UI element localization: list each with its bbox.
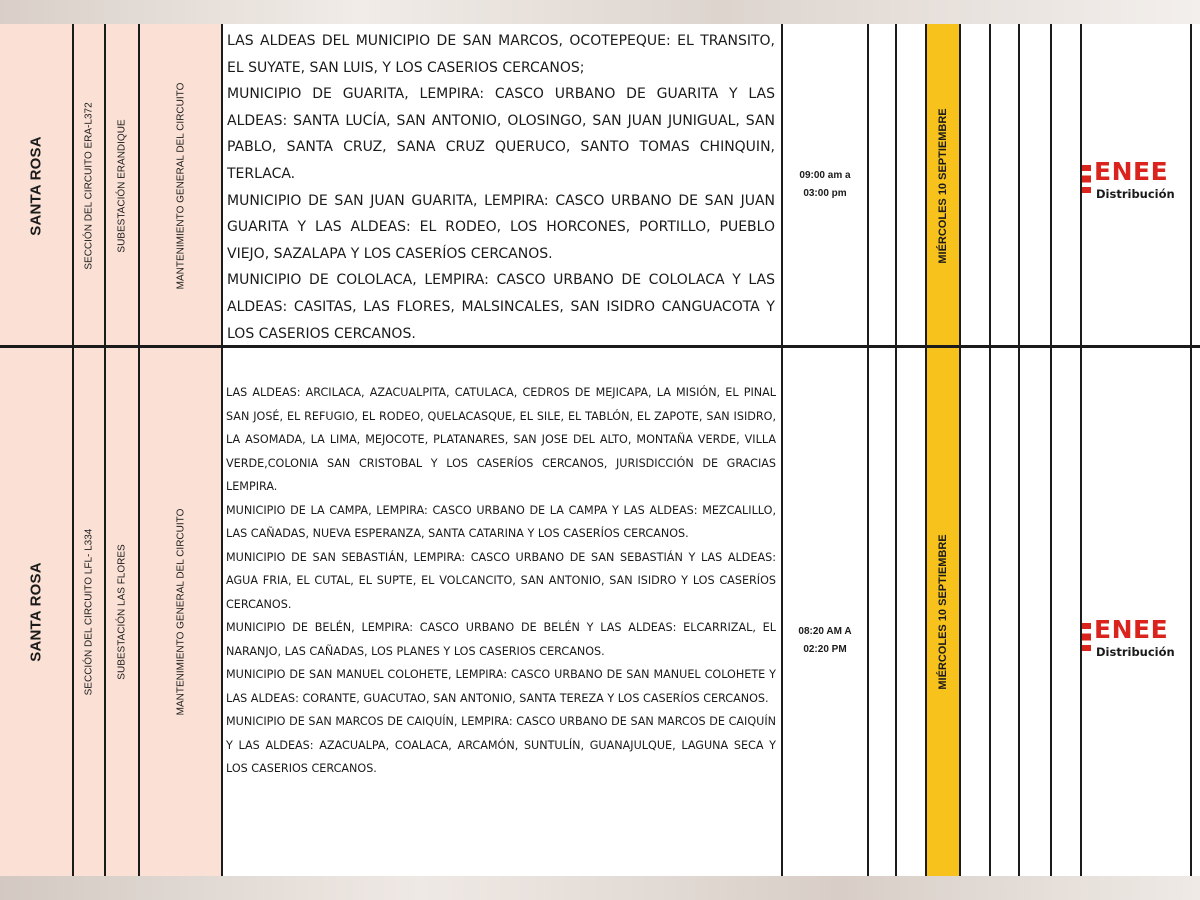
enee-logo-mark-icon	[1082, 623, 1091, 651]
empty-cell	[991, 24, 1020, 347]
empty-cell	[897, 347, 927, 876]
section-cell	[74, 24, 106, 347]
affected-sectors-text	[227, 28, 775, 347]
empty-cell	[961, 347, 991, 876]
logo-name: ENEE	[1094, 615, 1169, 644]
date-cell	[927, 347, 961, 876]
circuit-section-label: SECCIÓN DEL CIRCUITO ERA-L372	[83, 101, 95, 270]
time-start: 09:00 am a	[799, 170, 851, 181]
empty-cell	[869, 347, 897, 876]
sector-paragraph: MUNICIPIO DE SAN MANUEL COLOHETE, LEMPIRA: CASCO URBANO DE SAN MANUEL COLOHETE Y LAS ALDEAS: CORANTE, GUACUTAO, SAN ANTONIO, SANTA TEREZA Y LOS CASERÍOS CERCANOS.	[226, 668, 776, 705]
sector-paragraph: MUNICIPIO DE SAN SEBASTIÁN, LEMPIRA: CASCO URBANO DE SAN SEBASTIÁN Y LAS ALDEAS: AGUA FRIA, EL CUTAL, EL SUPTE, EL VOLCANCITO, SAN ANTONIO, SAN ISIDRO Y LOS CASERÍOS CERCANOS.	[226, 550, 776, 611]
time-cell	[783, 347, 869, 876]
sector-paragraph: MUNICIPIO DE BELÉN, LEMPIRA: CASCO URBANO DE BELÉN Y LAS ALDEAS: ELCARRIZAL, EL NARANJO, LAS CAÑADAS, LOS PLANES Y LOS CASERIOS CERCANOS.	[226, 621, 776, 658]
blurred-top-edge	[0, 0, 1200, 24]
logo-cell	[1082, 347, 1192, 876]
empty-cell	[897, 24, 927, 347]
sector-paragraph: MUNICIPIO DE SAN JUAN GUARITA, LEMPIRA: CASCO URBANO DE SAN JUAN GUARITA Y LAS ALDEAS: EL RODEO, LOS HORCONES, PORTILLO, PUEBLO VIEJO, SAZALAPA Y LOS CASERÍOS CERCANOS.	[227, 192, 775, 262]
substation-cell	[106, 24, 140, 347]
work-type-cell	[140, 347, 223, 876]
sector-paragraph: MUNICIPIO DE GUARITA, LEMPIRA: CASCO URBANO DE GUARITA Y LAS ALDEAS: SANTA LUCÍA, SAN ANTONIO, OLOSINGO, SAN JUAN JUNIGUAL, SAN PABLO, SANTA CRUZ, SANA CRUZ QUERUCO, SANTO TOMAS CHINQUIN, TERLACA.	[227, 86, 775, 182]
work-type-label: MANTENIMIENTO GENERAL DEL CIRCUITO	[175, 82, 186, 289]
empty-cell	[1052, 347, 1082, 876]
time-start: 08:20 AM A	[798, 626, 852, 637]
date-label: MIÉRCOLES 10 SEPTIEMBRE	[937, 107, 949, 264]
affected-sectors-text	[226, 381, 776, 781]
region-label: SANTA ROSA	[27, 135, 45, 236]
row-divider	[0, 345, 1200, 348]
work-type-label: MANTENIMIENTO GENERAL DEL CIRCUITO	[175, 508, 186, 715]
date-label: MIÉRCOLES 10 SEPTIEMBRE	[937, 533, 949, 690]
time-end: 03:00 pm	[803, 188, 847, 199]
work-type-cell	[140, 24, 223, 347]
section-cell	[74, 347, 106, 876]
time-cell	[783, 24, 869, 347]
sector-paragraph: LAS ALDEAS: ARCILACA, AZACUALPITA, CATULACA, CEDROS DE MEJICAPA, LA MISIÓN, EL PINAL SAN JOSÉ, EL REFUGIO, EL RODEO, QUELACASQUE, EL SILE, EL TABLÓN, EL ZAPOTE, SAN ISIDRO, LA ASOMADA, LA LIMA, MEJOCOTE, PLATANARES, SAN JOSE DEL ALTO, MONTAÑA VERDE, VILLA VERDE,COLONIA SAN CRISTOBAL Y LOS CASERÍOS CERCANOS, JURISDICCIÓN DE GRACIAS LEMPIRA.	[226, 386, 776, 493]
time-range	[783, 167, 867, 203]
logo-name: ENEE	[1094, 157, 1169, 186]
date-cell	[927, 24, 961, 347]
empty-cell	[1052, 24, 1082, 347]
enee-logo-mark-icon	[1082, 165, 1091, 193]
affected-sectors-cell	[223, 347, 783, 876]
outage-schedule-table	[0, 24, 1200, 876]
empty-cell	[1020, 347, 1052, 876]
sector-paragraph: LAS ALDEAS DEL MUNICIPIO DE SAN MARCOS, OCOTEPEQUE: EL TRANSITO, EL SUYATE, SAN LUIS, Y LOS CASERIOS CERCANOS;	[227, 33, 775, 76]
table-row	[0, 347, 1200, 876]
logo-cell	[1082, 24, 1192, 347]
substation-label: SUBESTACIÓN ERANDIQUE	[116, 118, 128, 253]
sector-paragraph: MUNICIPIO DE SAN MARCOS DE CAIQUÍN, LEMPIRA: CASCO URBANO DE SAN MARCOS DE CAIQUÍN Y LAS ALDEAS: AZACUALPA, COALACA, ARCAMÓN, SUNTULÍN, GUANAJULQUE, LAGUNA SECA Y LOS CASERIOS CERCANOS.	[226, 715, 776, 775]
table-row	[0, 24, 1200, 347]
region-label: SANTA ROSA	[27, 561, 45, 662]
empty-cell	[1020, 24, 1052, 347]
sector-paragraph: MUNICIPIO DE LA CAMPA, LEMPIRA: CASCO URBANO DE LA CAMPA Y LAS ALDEAS: MEZCALILLO, LAS CAÑADAS, NUEVA ESPERANZA, SANTA CATARINA Y LOS CASERÍOS CERCANOS.	[226, 503, 776, 540]
enee-logo	[1082, 157, 1190, 203]
empty-cell	[991, 347, 1020, 876]
time-end: 02:20 PM	[803, 644, 847, 655]
region-cell	[0, 347, 74, 876]
substation-label: SUBESTACIÓN LAS FLORES	[116, 543, 128, 680]
time-range	[783, 623, 867, 659]
empty-cell	[961, 24, 991, 347]
affected-sectors-cell	[223, 24, 783, 347]
logo-subtitle: Distribución	[1096, 645, 1175, 659]
circuit-section-label: SECCIÓN DEL CIRCUITO LFL- L334	[83, 528, 95, 695]
empty-cell	[869, 24, 897, 347]
logo-subtitle: Distribución	[1096, 187, 1175, 201]
region-cell	[0, 24, 74, 347]
blurred-bottom-edge	[0, 876, 1200, 900]
substation-cell	[106, 347, 140, 876]
enee-logo	[1082, 615, 1190, 661]
sector-paragraph: MUNICIPIO DE COLOLACA, LEMPIRA: CASCO URBANO DE COLOLACA Y LAS ALDEAS: CASITAS, LAS FLORES, MALSINCALES, SAN ISIDRO CANGUACOTA Y LOS CASERIOS CERCANOS.	[227, 272, 775, 342]
